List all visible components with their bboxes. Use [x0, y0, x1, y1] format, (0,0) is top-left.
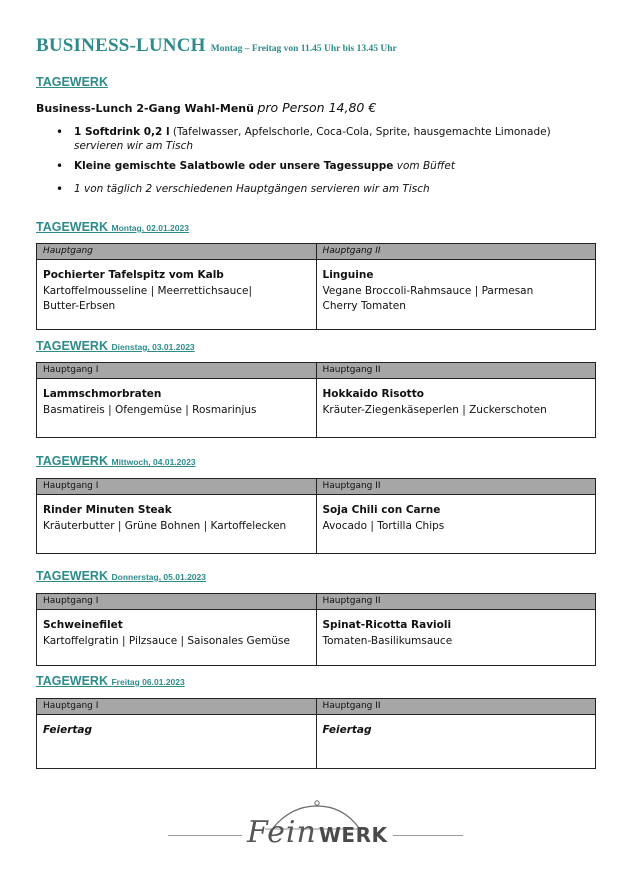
day-heading-thursday: TAGEWERK Donnerstag, 05.01.2023 [36, 569, 206, 583]
bullet-softdrink: • 1 Softdrink 0,2 l (Tafelwasser, Apfelschorle, Coca-Cola, Sprite, hausgemachte Limonade) servieren wir am Tisch [36, 125, 596, 153]
price-label: pro Person 14,80 € [257, 100, 377, 115]
bullet-main: • 1 von täglich 2 verschiedenen Hauptgängen servieren wir am Tisch [36, 182, 596, 196]
page-subtitle: Montag – Freitag von 11.45 Uhr bis 13.45 Uhr [210, 44, 397, 54]
day-table-tuesday [36, 362, 596, 438]
day-heading-tuesday: TAGEWERK Dienstag, 03.01.2023 [36, 339, 195, 353]
col-header: Hauptgang II [316, 479, 596, 495]
dish-cell: Feiertag [37, 715, 317, 769]
dish-cell: Lammschmorbraten Basmatireis | Ofengemüse | Rosmarinjus [37, 379, 317, 438]
col-header: Hauptgang I [37, 699, 317, 715]
section-title: TAGEWERK [36, 75, 108, 89]
menu-label: Business-Lunch 2-Gang Wahl-Menü [36, 102, 254, 115]
dish-cell: Rinder Minuten Steak Kräuterbutter | Grüne Bohnen | Kartoffelecken [37, 495, 317, 554]
page-header [36, 35, 397, 57]
day-heading-wednesday: TAGEWERK Mittwoch, 04.01.2023 [36, 454, 196, 468]
day-table-thursday [36, 593, 596, 666]
col-header: Hauptgang I [37, 594, 317, 610]
dish-cell: Hokkaido Risotto Kräuter-Ziegenkäseperlen | Zuckerschoten [316, 379, 596, 438]
day-table-monday [36, 243, 596, 330]
dish-cell: Pochierter Tafelspitz vom Kalb Kartoffelmousseline | Meerrettichsauce| Butter-Erbsen [37, 260, 317, 330]
logo-script: Fein [247, 815, 317, 850]
page-title: BUSINESS-LUNCH [36, 35, 206, 56]
logo-divider-left [168, 835, 242, 836]
col-header: Hauptgang II [316, 244, 596, 260]
col-header: Hauptgang [37, 244, 317, 260]
day-table-wednesday [36, 478, 596, 554]
col-header: Hauptgang I [37, 363, 317, 379]
col-header: Hauptgang I [37, 479, 317, 495]
dish-cell: Linguine Vegane Broccoli-Rahmsauce | Parmesan Cherry Tomaten [316, 260, 596, 330]
dish-cell: Schweinefilet Kartoffelgratin | Pilzsauce | Saisonales Gemüse [37, 610, 317, 666]
col-header: Hauptgang II [316, 699, 596, 715]
dish-cell: Spinat-Ricotta Ravioli Tomaten-Basilikumsauce [316, 610, 596, 666]
day-heading-monday: TAGEWERK Montag, 02.01.2023 [36, 220, 189, 234]
menu-bullets [36, 125, 596, 196]
logo-divider-right [393, 835, 463, 836]
day-heading-friday: TAGEWERK Freitag 06.01.2023 [36, 674, 185, 688]
col-header: Hauptgang II [316, 363, 596, 379]
feinwerk-logo [243, 798, 393, 858]
dish-cell: Feiertag [316, 715, 596, 769]
logo-bold: WERK [318, 823, 388, 847]
logo-text [247, 815, 387, 850]
day-table-friday [36, 698, 596, 769]
col-header: Hauptgang II [316, 594, 596, 610]
dish-cell: Soja Chili con Carne Avocado | Tortilla Chips [316, 495, 596, 554]
bullet-salad: • Kleine gemischte Salatbowle oder unsere Tagessuppe vom Büffet [36, 159, 596, 173]
menu-intro [36, 100, 376, 115]
